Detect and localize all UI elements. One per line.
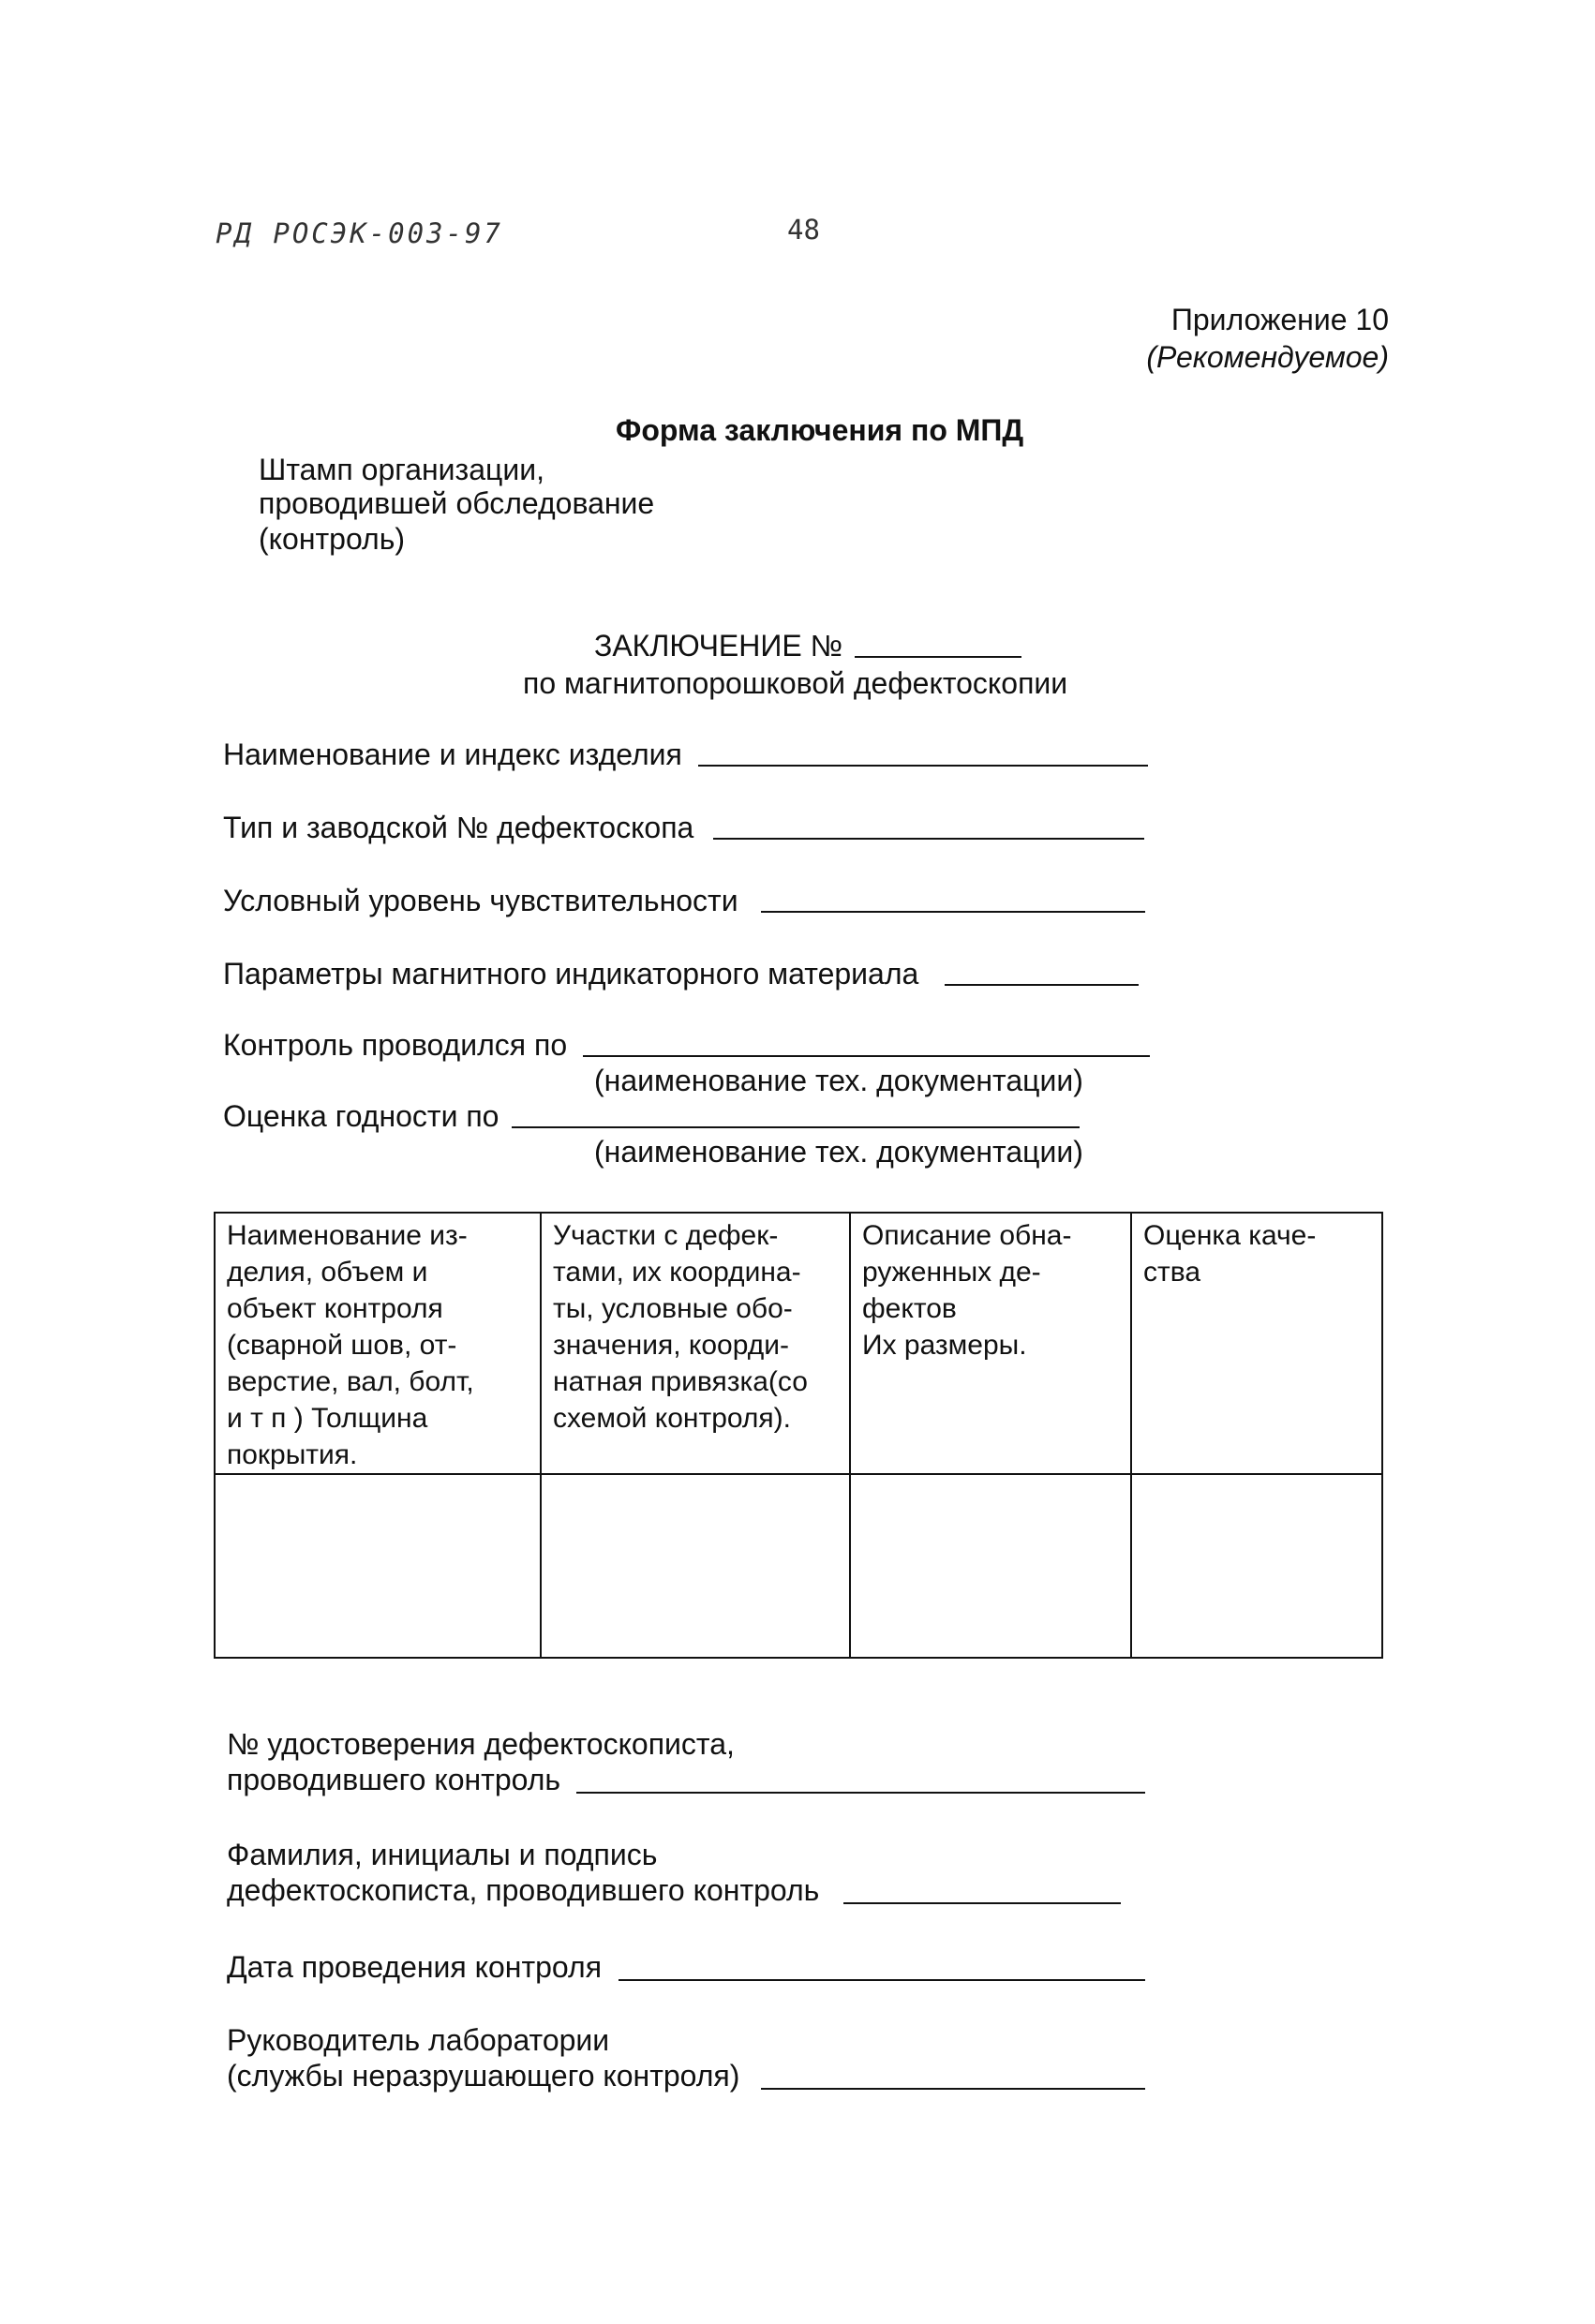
detector-type-line — [713, 838, 1144, 840]
cert-line — [576, 1792, 1145, 1794]
sensitivity-label: Условный уровень чувствительности — [223, 884, 738, 917]
assessment-by-line — [512, 1126, 1080, 1128]
table-cell[interactable] — [541, 1474, 850, 1658]
results-table — [214, 1212, 1383, 1659]
table-header-cell: Наименование из- делия, объем и объект контроля (сварной шов, от- верстие, вал, болт, и т п ) Толщина покрытия. — [215, 1213, 541, 1474]
table-cell[interactable] — [1131, 1474, 1382, 1658]
table-header-cell: Оценка каче- ства — [1131, 1213, 1382, 1474]
control-by-label: Контроль проводился по — [223, 1028, 568, 1062]
sensitivity-line — [761, 911, 1145, 913]
detector-type-label: Тип и заводской № дефектоскопа — [223, 811, 694, 844]
conclusion-title: ЗАКЛЮЧЕНИЕ № — [594, 629, 842, 663]
stamp-line-3: (контроль) — [259, 522, 406, 556]
table-cell[interactable] — [850, 1474, 1131, 1658]
conclusion-number-line — [855, 656, 1021, 658]
assessment-by-hint: (наименование тех. документации) — [594, 1135, 1083, 1169]
document-code: РД РОСЭК-003-97 — [216, 217, 503, 249]
material-params-label: Параметры магнитного индикаторного материала — [223, 957, 919, 991]
control-by-line — [583, 1055, 1150, 1057]
head-line — [761, 2088, 1145, 2090]
product-name-line — [698, 765, 1148, 767]
head-label-line-2: (службы неразрушающего контроля) — [227, 2059, 740, 2093]
name-label-line-1: Фамилия, инициалы и подпись — [227, 1838, 658, 1871]
assessment-by-label: Оценка годности по — [223, 1099, 499, 1133]
conclusion-subtitle: по магнитопорошковой дефектоскопии — [523, 666, 1068, 700]
table-cell[interactable] — [215, 1474, 541, 1658]
table-row — [215, 1474, 1382, 1658]
appendix-label: Приложение 10 — [1170, 303, 1389, 336]
form-title: Форма заключения по МПД — [616, 413, 1024, 447]
appendix-note: (Рекомендуемое) — [1146, 340, 1389, 374]
table-header-cell: Описание обна- руженных де- фектов Их размеры. — [850, 1213, 1131, 1474]
material-params-line — [945, 984, 1139, 986]
product-name-label: Наименование и индекс изделия — [223, 737, 682, 771]
date-line — [619, 1979, 1145, 1981]
control-by-hint: (наименование тех. документации) — [594, 1064, 1083, 1097]
table-header-cell: Участки с дефек- тами, их координа- ты, условные обо- значения, коорди- натная привязка(со схемой контроля). — [541, 1213, 850, 1474]
name-line — [843, 1902, 1121, 1904]
cert-label-line-1: № удостоверения дефектоскописта, — [227, 1727, 735, 1761]
table-header-row — [215, 1213, 1382, 1474]
page-number: 48 — [787, 214, 820, 246]
cert-label-line-2: проводившего контроль — [227, 1763, 561, 1796]
head-label-line-1: Руководитель лаборатории — [227, 2023, 610, 2057]
name-label-line-2: дефектоскописта, проводившего контроль — [227, 1873, 820, 1907]
stamp-line-1: Штамп организации, — [259, 453, 544, 486]
date-label: Дата проведения контроля — [227, 1950, 603, 1984]
stamp-line-2: проводившей обследование — [259, 486, 655, 520]
